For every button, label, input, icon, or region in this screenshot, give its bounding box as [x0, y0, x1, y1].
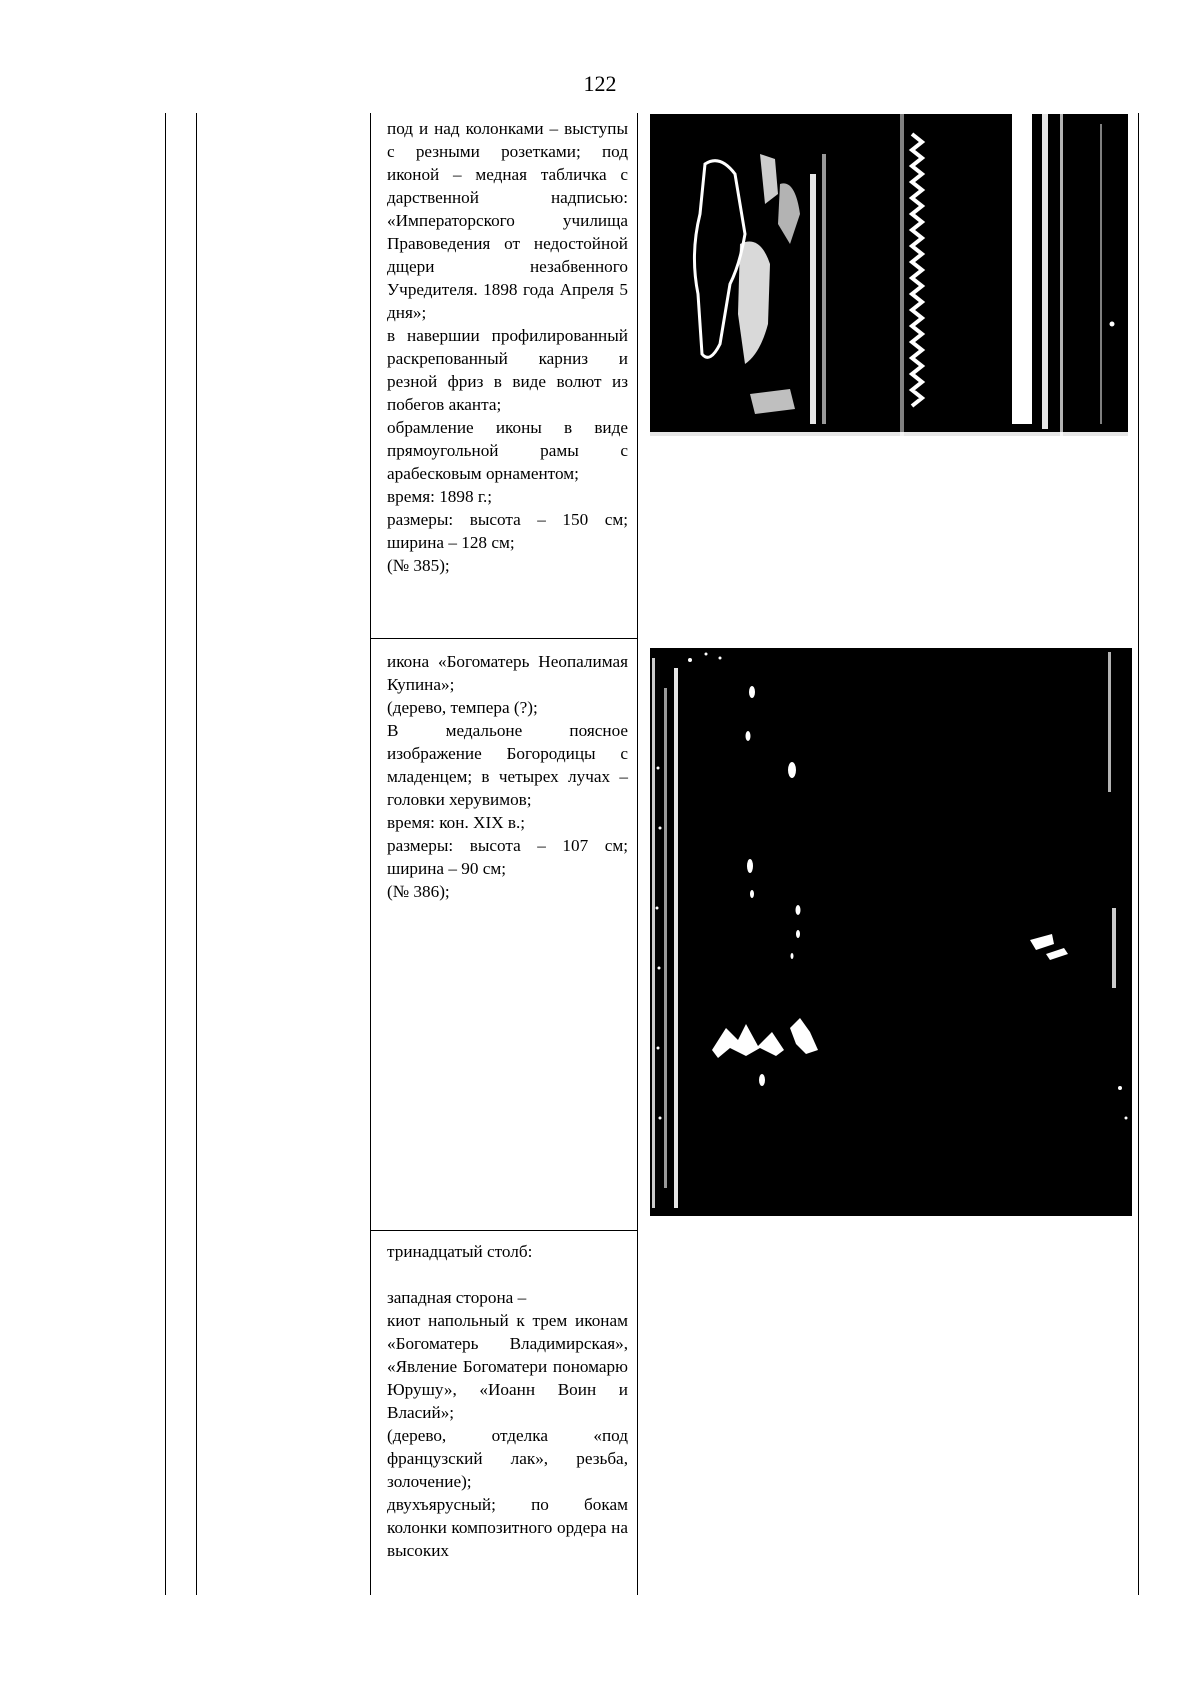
entry-385-description: [387, 117, 628, 577]
entry-text: западная сторона –: [387, 1288, 527, 1307]
entry-text: киот напольный к трем иконам «Богоматерь Владимирская», «Явление Богоматери пономарю Юрушу», «Иоанн Воин и Власий»;: [387, 1311, 628, 1422]
table-border-description-left: [370, 113, 371, 1595]
table-border-left-inner: [196, 113, 197, 1595]
entry-text: время: 1898 г.;: [387, 487, 493, 506]
entry-text: двухъярусный; по бокам колонки композитного ордера на высоких: [387, 1495, 628, 1560]
entry-386-description: [387, 650, 628, 903]
entry-text: под и над колонками – выступы с резными розетками; под иконой – медная табличка с дарственной надписью: «Императорского училища Правоведения от недостойной дщери незабвенного Учредителя. 1898 года Апреля 5 дня»;: [387, 119, 628, 322]
entry-text: обрамление иконы в виде прямоугольной рамы с арабесковым орнаментом;: [387, 418, 628, 483]
entry-text: (дерево, отделка «под французский лак», резьба, золочение);: [387, 1426, 628, 1491]
thirteenth-pillar-heading: тринадцатый столб:: [387, 1242, 533, 1261]
thirteenth-pillar-description: [387, 1286, 628, 1595]
entry-text: размеры: высота – 107 см; ширина – 90 см;: [387, 836, 628, 878]
table-border-left-outer: [165, 113, 166, 1595]
entry-text: размеры: высота – 150 см; ширина – 128 см;: [387, 510, 628, 552]
entry-text: в навершии профилированный раскрепованный карниз и резной фриз в виде волют из побегов аканта;: [387, 326, 628, 414]
table-border-description-right: [637, 113, 638, 1595]
entry-text: икона «Богоматерь Неопалимая Купина»;: [387, 652, 628, 694]
entry-text: (дерево, темпера (?);: [387, 698, 538, 717]
entry-text: В медальоне поясное изображение Богородицы с младенцем; в четырех лучах – головки херувимов;: [387, 721, 628, 809]
page-number: 122: [583, 71, 617, 96]
table-border-right: [1138, 113, 1139, 1595]
photo-icon-burning-bush: [650, 648, 1132, 1216]
photo-icon-case: [650, 114, 1128, 436]
row-separator: [370, 638, 638, 639]
entry-text: (№ 385);: [387, 556, 450, 575]
entry-text: время: кон. XIX в.;: [387, 813, 526, 832]
row-separator: [370, 1230, 638, 1231]
entry-text: (№ 386);: [387, 882, 450, 901]
